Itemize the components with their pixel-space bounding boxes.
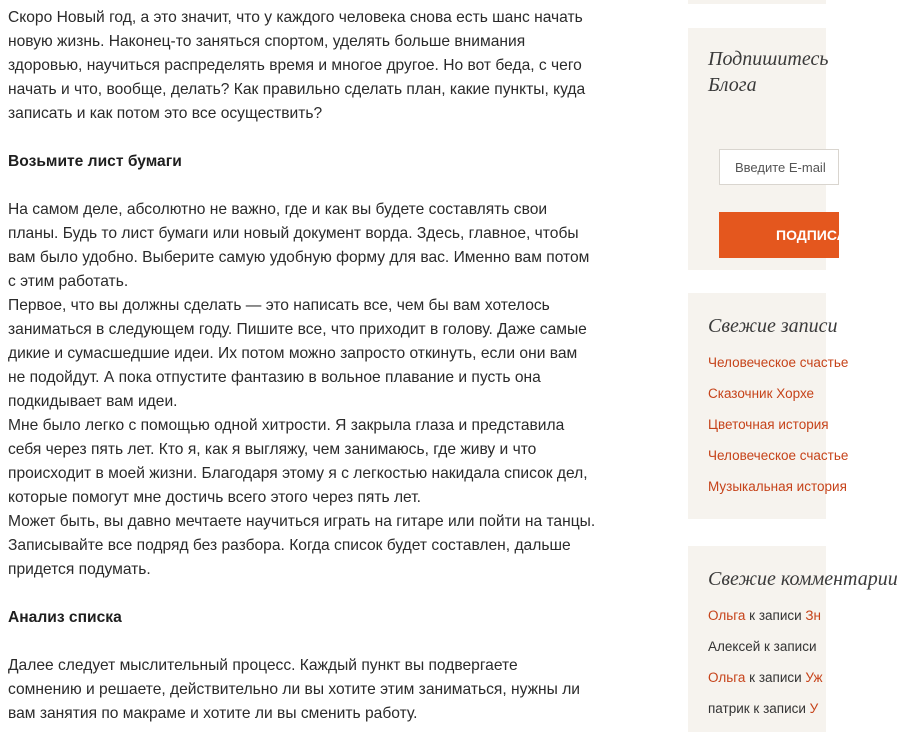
text-line: подкидывает вам идеи.	[8, 393, 178, 410]
text-line: На самом деле, абсолютно не важно, где и как вы будете составлять свои	[8, 201, 548, 218]
comment-post-link[interactable]: Зн	[805, 608, 822, 623]
email-input[interactable]: Введите E-mail	[719, 149, 839, 185]
recent-post-link[interactable]: Цветочная история	[708, 417, 829, 432]
recent-post-link[interactable]: Сказочник Хорхе	[708, 386, 815, 401]
text-line: придется подумать.	[8, 561, 151, 578]
text-line: Записывайте все подряд без разбора. Когда список будет составлен, дальше	[8, 537, 571, 554]
recent-posts-title: Свежие записи	[708, 315, 838, 337]
comment-item	[708, 670, 823, 685]
article-body	[8, 6, 628, 726]
section-heading: Возьмите лист бумаги	[8, 153, 182, 170]
comment-author: Алексей	[708, 639, 761, 654]
subscribe-title-line2: Блога	[708, 74, 757, 96]
comment-connector: к записи	[749, 701, 810, 716]
widget-top-edge	[688, 0, 826, 4]
subscribe-widget	[688, 28, 885, 270]
comment-author: патрик	[708, 701, 750, 716]
comment-author-link[interactable]: Ольга	[708, 608, 746, 623]
text-line: начать и что, вообще, делать? Как правильно сделать план, какие пункты, куда	[8, 81, 586, 98]
comment-connector: к записи	[745, 608, 806, 623]
section-paragraphs	[8, 198, 628, 582]
recent-comments-title: Свежие комментарии	[708, 568, 898, 590]
text-line: вам было удобно. Выберите самую удобную форму для вас. Именно вам потом	[8, 249, 590, 266]
text-line: заниматься в следующем году. Пишите все, что приходит в голову. Даже самые	[8, 321, 587, 338]
subscribe-title-line1: Подпишитесь	[708, 48, 829, 70]
intro-paragraph	[8, 6, 628, 126]
comment-item	[708, 639, 817, 654]
comment-connector: к записи	[745, 670, 806, 685]
recent-post-link[interactable]: Музыкальная история	[708, 479, 847, 494]
text-line: Далее следует мыслительный процесс. Каждый пункт вы подвергаете	[8, 657, 518, 674]
text-line: которые помогут мне достичь всего этого через пять лет.	[8, 489, 421, 506]
text-line: вам занятия по макраме и хотите ли вы сменить работу.	[8, 705, 418, 722]
text-line: здоровью, научиться распределять время и многое другое. Но вот беда, с чего	[8, 57, 582, 74]
comment-post-link[interactable]: У	[809, 701, 819, 716]
recent-comments-widget	[688, 546, 898, 732]
subscribe-button[interactable]: ПОДПИСАТЬСЯ	[719, 212, 839, 258]
text-line: происходит в моей жизни. Благодаря этому я с легкостью накидала список дел,	[8, 465, 588, 482]
comment-connector: к записи	[760, 639, 817, 654]
text-line: Первое, что вы должны сделать — это написать все, чем бы вам хотелось	[8, 297, 550, 314]
text-line: записать и как потом это все осуществить?	[8, 105, 323, 122]
section-paragraphs	[8, 654, 628, 726]
comment-item	[708, 701, 818, 716]
text-line: дикие и сумасшедшие идеи. Их потом можно запросто откинуть, если они вам	[8, 345, 578, 362]
text-line: себя через пять лет. Кто я, как я выгляжу, чем занимаюсь, где живу и что	[8, 441, 537, 458]
text-line: сомнению и решаете, действительно ли вы хотите этим заниматься, нужны ли	[8, 681, 581, 698]
text-line: не подойдут. А пока отпустите фантазию в вольное плавание и пусть она	[8, 369, 541, 386]
recent-posts-widget	[688, 293, 849, 519]
comment-item	[708, 608, 821, 623]
comment-author-link[interactable]: Ольга	[708, 670, 746, 685]
text-line: с этим работать.	[8, 273, 129, 290]
text-line: Мне было легко с помощью одной хитрости. Я закрыла глаза и представила	[8, 417, 565, 434]
text-line: новую жизнь. Наконец-то заняться спортом, уделять больше внимания	[8, 33, 526, 50]
recent-post-link[interactable]: Человеческое счастье	[708, 355, 849, 370]
section-heading: Анализ списка	[8, 609, 122, 626]
comment-post-link[interactable]: Уж	[805, 670, 823, 685]
text-line: Может быть, вы давно мечтаете научиться играть на гитаре или пойти на танцы.	[8, 513, 596, 530]
recent-post-link[interactable]: Человеческое счастье	[708, 448, 849, 463]
text-line: планы. Будь то лист бумаги или новый документ ворда. Здесь, главное, чтобы	[8, 225, 579, 242]
text-line: Скоро Новый год, а это значит, что у каждого человека снова есть шанс начать	[8, 9, 583, 26]
